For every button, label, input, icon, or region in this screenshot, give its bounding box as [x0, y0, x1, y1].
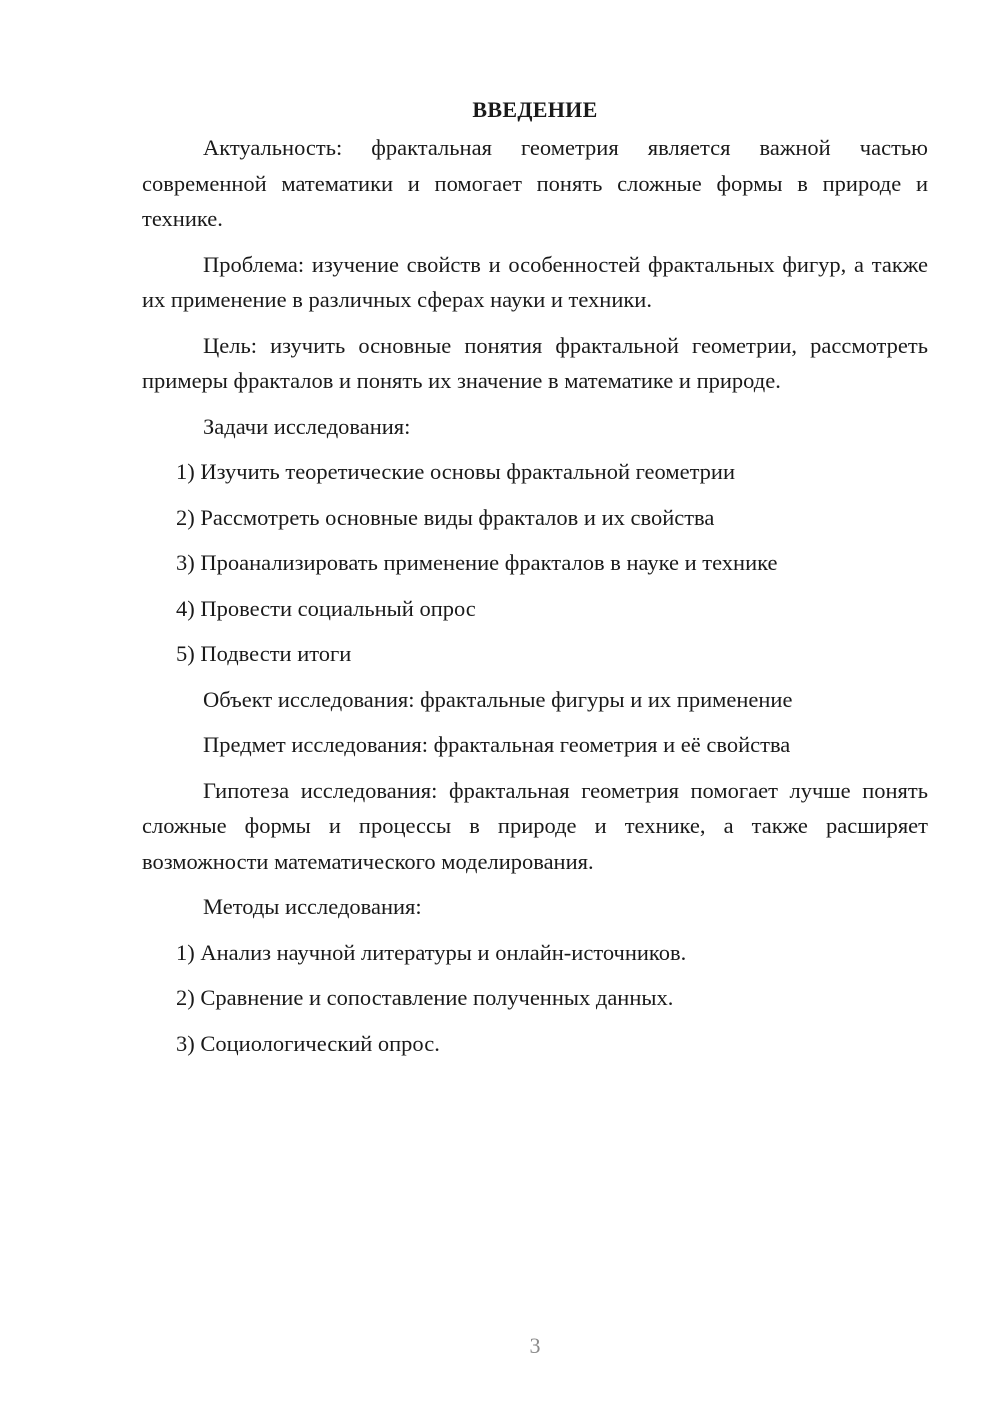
subject-line: Предмет исследования: фрактальная геометрия и её свойства	[203, 732, 791, 757]
task-item: 5) Подвести итоги	[176, 641, 352, 666]
tasks-label: Задачи исследования:	[203, 413, 411, 439]
goal-paragraph: Цель: изучить основные понятия фрактальной геометрии, рассмотреть примеры фракталов и понять их значение в математике и природе.	[142, 332, 928, 393]
relevance-paragraph: Актуальность: фрактальная геометрия является важной частью современной математики и помогает понять сложные формы в природе и технике.	[142, 135, 928, 231]
hypothesis-paragraph: Гипотеза исследования: фрактальная геометрия помогает лучше понять сложные формы и процессы в природе и технике, а также расширяет возможности математического моделирования.	[142, 777, 928, 874]
method-item: 1) Анализ научной литературы и онлайн-источников.	[176, 939, 687, 965]
object-line: Объект исследования: фрактальные фигуры и их применение	[203, 686, 793, 712]
task-item: 2) Рассмотреть основные виды фракталов и их свойства	[176, 504, 715, 530]
document-page	[142, 92, 928, 1071]
task-item: 4) Провести социальный опрос	[176, 595, 476, 621]
methods-label: Методы исследования:	[203, 894, 422, 919]
method-item: 2) Сравнение и сопоставление полученных данных.	[176, 985, 674, 1010]
page-number: 3	[529, 1333, 541, 1358]
method-item: 3) Социологический опрос.	[176, 1030, 440, 1056]
problem-paragraph: Проблема: изучение свойств и особенностей фрактальных фигур, а также их применение в различных сферах науки и техники.	[142, 251, 928, 312]
task-item: 1) Изучить теоретические основы фрактальной геометрии	[176, 459, 736, 484]
section-heading: ВВЕДЕНИЕ	[472, 97, 598, 122]
task-item: 3) Проанализировать применение фракталов в науке и технике	[176, 550, 778, 575]
